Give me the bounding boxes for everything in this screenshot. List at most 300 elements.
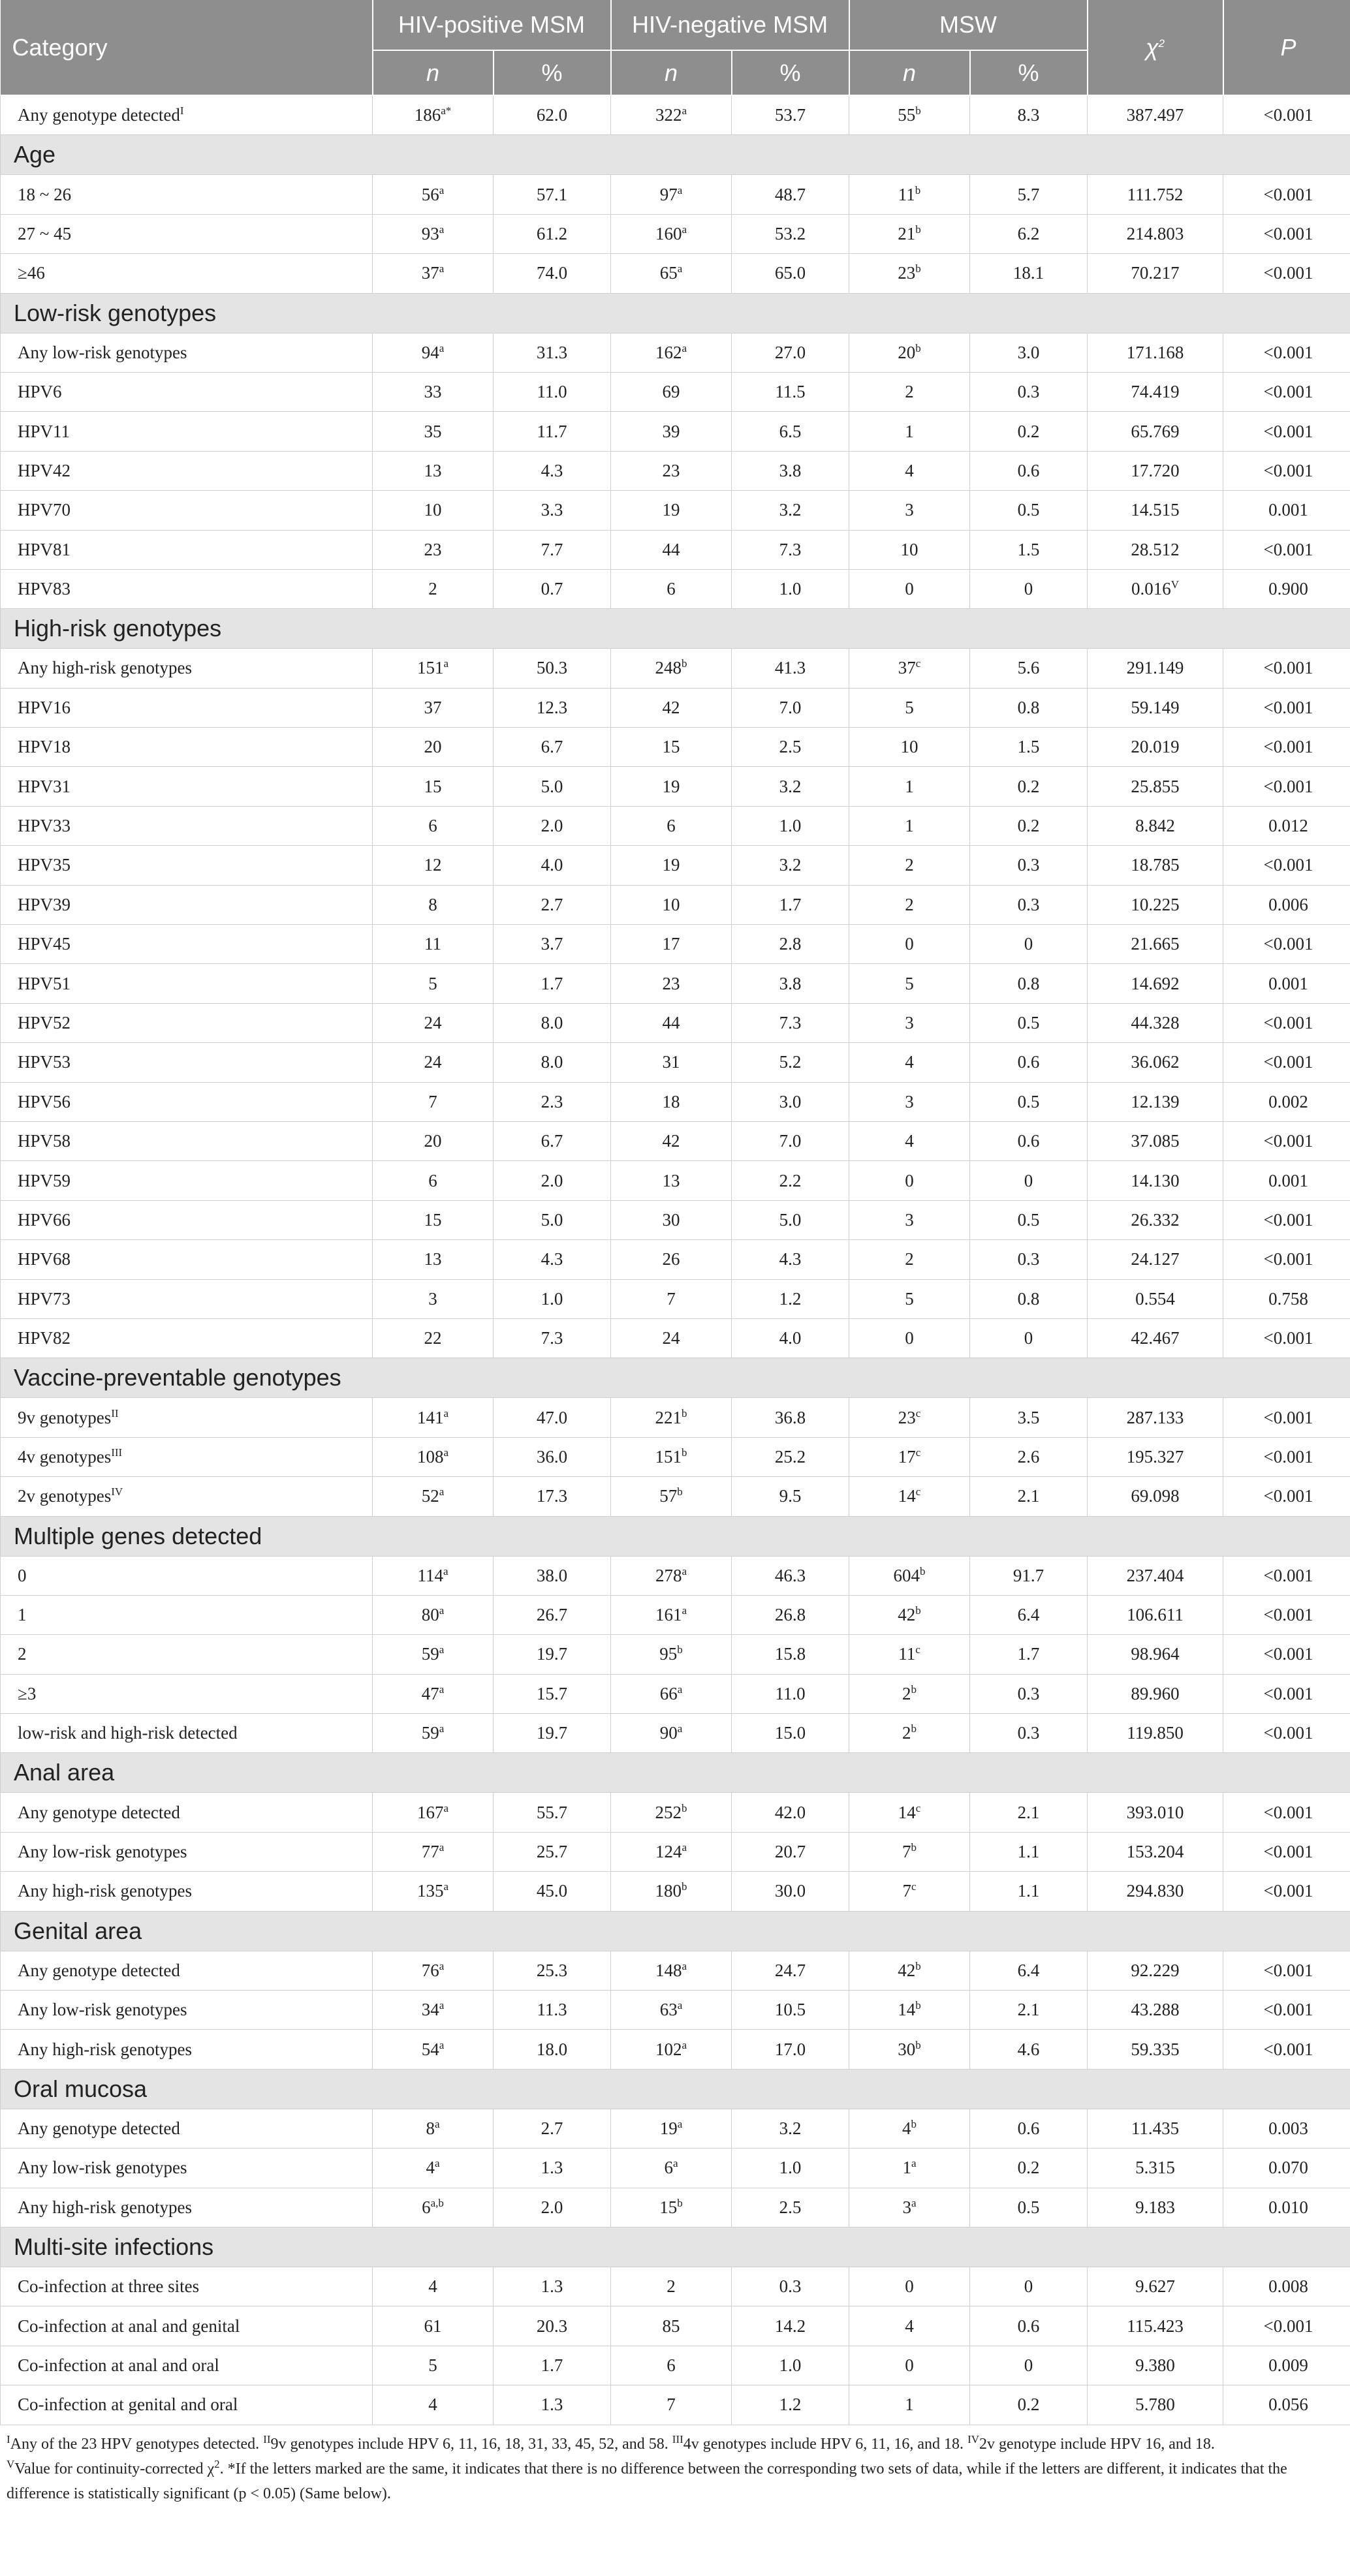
hiv-neg-n-superscript: b: [682, 1406, 687, 1420]
hiv-neg-n: 7: [667, 1288, 676, 1309]
hiv-neg-pct-cell: [732, 1003, 849, 1042]
hiv-pos-n: 2: [428, 579, 437, 599]
msw-pct: 0: [1024, 2355, 1033, 2375]
hiv-pos-n: 37: [424, 697, 442, 717]
p-value-cell: [1223, 1595, 1350, 1634]
msw-pct-cell: [970, 412, 1088, 451]
hiv-neg-n-cell: [611, 2188, 732, 2227]
row-label-text: HPV68: [18, 1249, 71, 1269]
msw-pct: 0.8: [1017, 973, 1040, 993]
msw-n-superscript: b: [915, 104, 921, 117]
hiv-neg-n-cell: [611, 728, 732, 767]
hiv-neg-n-cell: [611, 964, 732, 1003]
hiv-neg-n: 15: [659, 2197, 678, 2217]
hiv-pos-n-cell: [373, 2030, 494, 2069]
msw-pct-cell: [970, 1991, 1088, 2030]
hiv-neg-pct: 5.2: [779, 1052, 802, 1072]
msw-pct: 6.4: [1017, 1960, 1040, 1980]
hiv-pos-n: 141: [416, 1407, 444, 1427]
hiv-neg-n-cell: [611, 1043, 732, 1082]
msw-n: 5: [905, 973, 914, 993]
chi-square-value-cell: [1088, 2267, 1223, 2306]
msw-n: 42: [898, 1605, 916, 1625]
msw-n-cell: [849, 2346, 970, 2385]
row-label-text: Any low-risk genotypes: [18, 342, 187, 362]
chi-square-value: 214.803: [1126, 223, 1184, 243]
msw-n: 0: [905, 1328, 914, 1348]
hiv-pos-n-cell: [373, 846, 494, 885]
chi-square-value: 171.168: [1126, 342, 1184, 362]
row-label-text: HPV45: [18, 934, 71, 954]
table-row: [1, 806, 1350, 845]
hiv-pos-n: 186: [414, 105, 441, 125]
hiv-pos-pct-cell: [494, 1951, 611, 1990]
hiv-neg-pct: 4.3: [779, 1249, 802, 1269]
hiv-neg-n: 13: [662, 1170, 680, 1190]
hiv-pos-n: 4: [428, 2276, 437, 2297]
chi-square-value-cell: [1088, 767, 1223, 806]
hiv-neg-pct-cell: [732, 95, 849, 135]
hiv-pos-n-cell: [373, 806, 494, 845]
row-label-text: Any genotype detected: [18, 2118, 180, 2138]
msw-n: 2: [902, 1723, 911, 1743]
hiv-pos-n: 59: [421, 1644, 439, 1664]
p-value: 0.001: [1268, 973, 1308, 993]
row-label-text: HPV11: [18, 421, 71, 441]
msw-pct-cell: [970, 2385, 1088, 2425]
hiv-neg-pct-cell: [732, 333, 849, 372]
hiv-pos-pct: 7.7: [541, 539, 563, 559]
row-label-text: HPV81: [18, 539, 71, 559]
row-label: [1, 1003, 373, 1042]
chi-square-value: 18.785: [1131, 855, 1180, 875]
hiv-neg-pct-cell: [732, 412, 849, 451]
hiv-pos-pct-cell: [494, 530, 611, 569]
p-value: 0.006: [1268, 894, 1308, 914]
hiv-pos-pct: 20.3: [536, 2316, 568, 2336]
row-label: [1, 2306, 373, 2346]
hiv-pos-pct-cell: [494, 806, 611, 845]
hiv-neg-pct: 1.2: [779, 2395, 802, 2415]
hiv-neg-pct: 24.7: [774, 1960, 806, 1980]
hiv-neg-pct: 1.0: [779, 816, 802, 836]
hiv-pos-pct-cell: [494, 1161, 611, 1200]
hiv-pos-n: 33: [424, 382, 442, 402]
hiv-pos-pct-cell: [494, 2346, 611, 2385]
msw-n-cell: [849, 806, 970, 845]
chi-square-value: 92.229: [1131, 1960, 1180, 1980]
hiv-neg-pct-cell: [732, 2346, 849, 2385]
p-value-cell: [1223, 925, 1350, 964]
row-label-superscript: I: [180, 104, 184, 117]
hiv-neg-pct-cell: [732, 2188, 849, 2227]
msw-n-superscript: c: [915, 1406, 921, 1420]
hiv-pos-n: 24: [424, 1013, 442, 1032]
p-value: <0.001: [1263, 1565, 1313, 1585]
hiv-neg-n-superscript: a: [677, 262, 683, 275]
hiv-neg-pct-cell: [732, 1200, 849, 1239]
header-n: n: [373, 50, 494, 95]
section-row: [1, 609, 1350, 649]
msw-n: 3: [905, 1013, 914, 1032]
row-label: [1, 964, 373, 1003]
hiv-neg-pct: 5.0: [779, 1209, 802, 1230]
hiv-neg-pct-cell: [732, 1398, 849, 1437]
hiv-pos-pct: 5.0: [541, 776, 563, 796]
hiv-pos-pct: 4.3: [541, 460, 563, 480]
chi-square-value: 36.062: [1131, 1052, 1180, 1072]
p-value-cell: [1223, 451, 1350, 490]
hiv-neg-pct-cell: [732, 964, 849, 1003]
hiv-pos-n: 8: [426, 2118, 435, 2138]
hiv-pos-n-cell: [373, 1832, 494, 1871]
msw-pct: 1.5: [1017, 737, 1040, 757]
msw-n: 3: [905, 500, 914, 520]
row-label-text: Any genotype detected: [18, 1802, 180, 1822]
msw-n-cell: [849, 1595, 970, 1634]
hiv-neg-n: 124: [655, 1842, 682, 1862]
chi-square-value-cell: [1088, 1595, 1223, 1634]
hiv-neg-pct: 42.0: [774, 1802, 806, 1822]
hiv-neg-n-cell: [611, 2149, 732, 2188]
msw-n-cell: [849, 1477, 970, 1516]
hiv-pos-pct-cell: [494, 1556, 611, 1595]
hiv-pos-pct-cell: [494, 491, 611, 530]
hiv-neg-n-cell: [611, 95, 732, 135]
section-title: Multi-site infections: [1, 2227, 1350, 2267]
p-value-cell: [1223, 1872, 1350, 1911]
row-label: [1, 1951, 373, 1990]
hiv-pos-n-superscript: a: [439, 1643, 445, 1656]
msw-n-cell: [849, 1398, 970, 1437]
msw-n-superscript: b: [911, 2117, 917, 2130]
chi-square-value: 37.085: [1131, 1131, 1180, 1151]
hiv-pos-n-cell: [373, 1121, 494, 1160]
table-row: [1, 333, 1350, 372]
row-label-text: HPV82: [18, 1328, 71, 1348]
row-label: [1, 1279, 373, 1318]
msw-pct: 0.2: [1017, 2395, 1040, 2415]
p-value: <0.001: [1263, 1842, 1313, 1862]
hiv-neg-pct: 3.2: [779, 776, 802, 796]
p-value-cell: [1223, 1398, 1350, 1437]
hiv-neg-pct: 26.8: [774, 1605, 806, 1625]
p-value-cell: [1223, 372, 1350, 411]
hiv-neg-pct: 46.3: [774, 1565, 806, 1585]
msw-pct: 0.5: [1017, 500, 1040, 520]
hiv-pos-n-cell: [373, 1082, 494, 1121]
msw-pct: 0.6: [1017, 1131, 1040, 1151]
chi-square-value-cell: [1088, 1714, 1223, 1753]
msw-n-superscript: b: [915, 262, 921, 275]
hiv-pos-pct: 19.7: [536, 1644, 568, 1664]
row-label: [1, 1674, 373, 1713]
msw-n-superscript: b: [911, 1683, 917, 1696]
hiv-pos-pct-cell: [494, 925, 611, 964]
chi-square-value-cell: [1088, 1674, 1223, 1713]
p-value-cell: [1223, 95, 1350, 135]
hiv-neg-pct: 3.0: [779, 1091, 802, 1111]
msw-n: 1: [902, 2158, 911, 2178]
msw-n: 21: [898, 223, 916, 243]
msw-n-superscript: c: [915, 657, 921, 670]
hiv-neg-n-cell: [611, 1477, 732, 1516]
msw-n-superscript: c: [915, 1801, 921, 1814]
hiv-neg-pct-cell: [732, 1674, 849, 1713]
hiv-pos-n-cell: [373, 530, 494, 569]
hiv-neg-pct: 25.2: [774, 1446, 806, 1466]
hiv-neg-n-cell: [611, 451, 732, 490]
hiv-pos-n-cell: [373, 2188, 494, 2227]
hiv-pos-n: 15: [424, 1209, 442, 1230]
p-value-cell: [1223, 1674, 1350, 1713]
chi-square-value: 291.149: [1126, 658, 1184, 678]
hiv-pos-n-cell: [373, 372, 494, 411]
msw-pct-cell: [970, 254, 1088, 293]
hiv-neg-pct-cell: [732, 649, 849, 688]
msw-n-cell: [849, 333, 970, 372]
hiv-neg-n: 19: [662, 776, 680, 796]
table-row: [1, 728, 1350, 767]
p-value: <0.001: [1263, 934, 1313, 954]
hiv-neg-pct-cell: [732, 885, 849, 924]
msw-n-cell: [849, 846, 970, 885]
table-header: [1, 0, 1350, 95]
row-label: [1, 925, 373, 964]
table-row: [1, 1161, 1350, 1200]
p-value: <0.001: [1263, 223, 1313, 243]
table-row: [1, 1793, 1350, 1832]
hiv-pos-n-cell: [373, 1793, 494, 1832]
p-value-cell: [1223, 214, 1350, 253]
hiv-pos-pct: 74.0: [536, 263, 568, 283]
hiv-neg-n-superscript: a: [677, 2117, 683, 2130]
row-label: [1, 2188, 373, 2227]
hiv-neg-pct-cell: [732, 491, 849, 530]
row-label-text: HPV39: [18, 894, 71, 914]
hiv-pos-n: 76: [421, 1960, 439, 1980]
header-msw: MSW: [849, 0, 1088, 50]
msw-n-superscript: b: [915, 223, 921, 236]
hiv-neg-pct-cell: [732, 925, 849, 964]
table-row: [1, 2149, 1350, 2188]
msw-pct-cell: [970, 569, 1088, 608]
msw-n-cell: [849, 728, 970, 767]
hiv-pos-n-superscript: a: [439, 1485, 445, 1498]
hiv-pos-pct-cell: [494, 1635, 611, 1674]
msw-n: 37: [898, 658, 916, 678]
p-value: <0.001: [1263, 1723, 1313, 1743]
hiv-pos-n-superscript: a: [439, 2038, 445, 2051]
hiv-neg-n-superscript: b: [677, 1485, 683, 1498]
chi-square-value-cell: [1088, 491, 1223, 530]
hiv-pos-n: 20: [424, 1131, 442, 1151]
msw-pct-cell: [970, 2346, 1088, 2385]
hiv-pos-n: 6: [428, 1170, 437, 1190]
header-percent: %: [970, 50, 1088, 95]
row-label: [1, 1398, 373, 1437]
msw-pct: 1.7: [1017, 1644, 1040, 1664]
msw-pct: 0.3: [1017, 382, 1040, 402]
hiv-neg-n-cell: [611, 214, 732, 253]
msw-pct-cell: [970, 1398, 1088, 1437]
hiv-pos-n-superscript: a: [439, 1604, 445, 1617]
hiv-pos-pct: 1.3: [541, 2276, 563, 2297]
hiv-neg-n-cell: [611, 1003, 732, 1042]
row-label: [1, 1240, 373, 1279]
chi-square-value-cell: [1088, 964, 1223, 1003]
hiv-pos-pct: 1.0: [541, 1288, 563, 1309]
hiv-pos-n-cell: [373, 2109, 494, 2148]
hiv-neg-n-cell: [611, 412, 732, 451]
hiv-pos-n: 59: [421, 1723, 439, 1743]
row-label: [1, 569, 373, 608]
p-value-cell: [1223, 1832, 1350, 1871]
section-row: [1, 135, 1350, 175]
hiv-pos-n-cell: [373, 1398, 494, 1437]
p-value: <0.001: [1263, 1644, 1313, 1664]
chi-square-value-cell: [1088, 1398, 1223, 1437]
msw-n: 4: [905, 1131, 914, 1151]
hiv-pos-n-superscript: a: [439, 1999, 445, 2012]
hiv-pos-n-cell: [373, 1674, 494, 1713]
row-label: [1, 2149, 373, 2188]
hiv-neg-n: 26: [662, 1249, 680, 1269]
section-title: Oral mucosa: [1, 2069, 1350, 2109]
hiv-pos-n-cell: [373, 1477, 494, 1516]
table-row: [1, 649, 1350, 688]
p-value: <0.001: [1263, 421, 1313, 441]
msw-pct: 3.0: [1017, 342, 1040, 362]
chi-square-value: 59.335: [1131, 2039, 1180, 2059]
msw-pct: 0.5: [1017, 1091, 1040, 1111]
hiv-neg-n-superscript: b: [682, 1880, 687, 1893]
msw-pct-cell: [970, 1595, 1088, 1634]
hiv-pos-pct: 3.7: [541, 934, 563, 954]
hiv-neg-n-cell: [611, 1082, 732, 1121]
chi-square-value-cell: [1088, 1991, 1223, 2030]
chi-square-value: 387.497: [1126, 105, 1184, 125]
hiv-pos-n: 56: [421, 184, 439, 204]
hiv-pos-n-cell: [373, 728, 494, 767]
msw-n-cell: [849, 214, 970, 253]
hiv-neg-n-superscript: b: [677, 2196, 683, 2209]
msw-pct-cell: [970, 964, 1088, 1003]
msw-pct: 2.1: [1017, 2000, 1040, 2020]
p-value: 0.056: [1268, 2395, 1308, 2415]
chi-square-value: 21.665: [1131, 934, 1180, 954]
msw-n: 7: [902, 1881, 911, 1901]
msw-n: 11: [898, 184, 915, 204]
msw-pct-cell: [970, 806, 1088, 845]
p-value-cell: [1223, 885, 1350, 924]
row-label-text: Any genotype detected: [18, 1960, 180, 1980]
hiv-pos-n: 13: [424, 1249, 442, 1269]
table-row: [1, 1240, 1350, 1279]
hiv-pos-pct: 6.7: [541, 1131, 563, 1151]
chi-square-value: 89.960: [1131, 1683, 1180, 1703]
hiv-pos-pct: 17.3: [536, 1486, 568, 1506]
msw-pct: 2.1: [1017, 1802, 1040, 1822]
p-value-cell: [1223, 2109, 1350, 2148]
hiv-pos-n-cell: [373, 569, 494, 608]
hiv-neg-n: 23: [662, 460, 680, 480]
hiv-neg-pct-cell: [732, 1279, 849, 1318]
hiv-neg-n-cell: [611, 649, 732, 688]
chi-square-value: 9.183: [1135, 2197, 1175, 2217]
hiv-pos-n-cell: [373, 1279, 494, 1318]
hiv-pos-n: 61: [424, 2316, 442, 2336]
table-row: [1, 2030, 1350, 2069]
chi-square-value: 9.380: [1135, 2355, 1175, 2375]
msw-pct: 6.4: [1017, 1605, 1040, 1625]
p-value: <0.001: [1263, 737, 1313, 757]
hiv-neg-n-superscript: a: [682, 2038, 687, 2051]
header-p-value: P: [1223, 0, 1350, 95]
hiv-pos-n-cell: [373, 925, 494, 964]
row-label-text: HPV52: [18, 1013, 71, 1032]
chi-square-value: 12.139: [1131, 1091, 1180, 1111]
p-value-cell: [1223, 333, 1350, 372]
hiv-pos-pct-cell: [494, 767, 611, 806]
hiv-pos-n-cell: [373, 95, 494, 135]
hiv-neg-pct: 1.0: [779, 2355, 802, 2375]
hiv-neg-n: 278: [655, 1565, 682, 1585]
hiv-pos-pct-cell: [494, 2188, 611, 2227]
msw-pct-cell: [970, 1161, 1088, 1200]
hiv-neg-n: 221: [655, 1407, 682, 1427]
hiv-neg-pct: 3.2: [779, 500, 802, 520]
hiv-neg-n-cell: [611, 1279, 732, 1318]
msw-n-cell: [849, 2267, 970, 2306]
hiv-pos-pct-cell: [494, 2149, 611, 2188]
row-label-text: ≥3: [18, 1683, 37, 1703]
msw-pct-cell: [970, 1832, 1088, 1871]
hiv-pos-n-cell: [373, 1318, 494, 1358]
msw-n: 42: [898, 1960, 916, 1980]
table-row: [1, 1832, 1350, 1871]
hiv-neg-n: 7: [667, 2395, 676, 2415]
msw-n-cell: [849, 2109, 970, 2148]
hiv-neg-n: 2: [667, 2276, 676, 2297]
table-row: [1, 372, 1350, 411]
msw-n: 23: [898, 263, 916, 283]
hiv-pos-n-cell: [373, 491, 494, 530]
msw-n: 4: [905, 460, 914, 480]
row-label: [1, 2109, 373, 2148]
row-label-text: Any high-risk genotypes: [18, 658, 192, 678]
hiv-pos-pct: 2.7: [541, 2118, 563, 2138]
p-value: <0.001: [1263, 1881, 1313, 1901]
hiv-pos-n-superscript: a: [439, 1841, 445, 1854]
hiv-pos-pct-cell: [494, 1674, 611, 1713]
hiv-neg-pct-cell: [732, 1477, 849, 1516]
hiv-pos-pct-cell: [494, 412, 611, 451]
msw-n: 5: [905, 1288, 914, 1309]
msw-n-superscript: a: [911, 2196, 917, 2209]
msw-pct: 0.8: [1017, 697, 1040, 717]
hiv-neg-pct: 65.0: [774, 263, 806, 283]
table-row: [1, 95, 1350, 135]
hiv-neg-n-cell: [611, 1161, 732, 1200]
msw-n-cell: [849, 1674, 970, 1713]
p-value: <0.001: [1263, 342, 1313, 362]
hiv-neg-n: 63: [659, 2000, 678, 2020]
hiv-pos-n-cell: [373, 885, 494, 924]
hiv-neg-pct-cell: [732, 372, 849, 411]
hiv-neg-n-cell: [611, 333, 732, 372]
table-row: [1, 688, 1350, 727]
